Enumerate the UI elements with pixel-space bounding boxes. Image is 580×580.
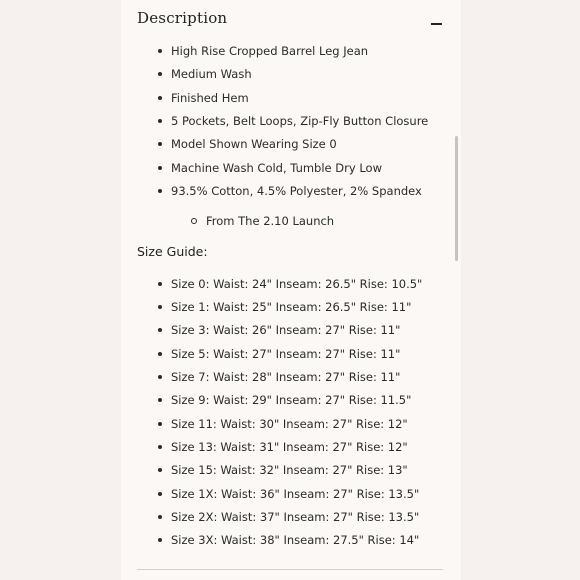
description-subitem: From The 2.10 Launch: [206, 214, 335, 228]
size-guide-item: Size 1: Waist: 25" Inseam: 26.5" Rise: 11": [171, 300, 412, 314]
size-guide-item: Size 0: Waist: 24" Inseam: 26.5" Rise: 10.5": [171, 277, 423, 291]
collapse-description-button[interactable]: [428, 16, 446, 30]
description-title: Description: [137, 9, 228, 27]
section-divider: [137, 569, 443, 570]
size-guide-item: Size 11: Waist: 30" Inseam: 27" Rise: 12": [171, 417, 408, 431]
description-item: Medium Wash: [171, 67, 252, 81]
description-item: 93.5% Cotton, 4.5% Polyester, 2% Spandex: [171, 184, 422, 198]
size-guide-item: Size 1X: Waist: 36" Inseam: 27" Rise: 13.5": [171, 487, 420, 501]
size-guide-item: Size 7: Waist: 28" Inseam: 27" Rise: 11": [171, 370, 401, 384]
size-guide-item: Size 15: Waist: 32" Inseam: 27" Rise: 13": [171, 463, 408, 477]
size-guide-title: Size Guide:: [137, 244, 208, 259]
scrollbar-thumb[interactable]: [455, 136, 458, 261]
description-item: 5 Pockets, Belt Loops, Zip-Fly Button Closure: [171, 114, 429, 128]
description-item: Machine Wash Cold, Tumble Dry Low: [171, 161, 382, 175]
description-item: High Rise Cropped Barrel Leg Jean: [171, 44, 369, 58]
description-item: Model Shown Wearing Size 0: [171, 137, 337, 151]
size-guide-item: Size 3X: Waist: 38" Inseam: 27.5" Rise: 14": [171, 533, 420, 547]
size-guide-item: Size 3: Waist: 26" Inseam: 27" Rise: 11": [171, 323, 401, 337]
size-guide-item: Size 13: Waist: 31" Inseam: 27" Rise: 12": [171, 440, 408, 454]
size-guide-item: Size 9: Waist: 29" Inseam: 27" Rise: 11.5": [171, 393, 412, 407]
size-guide-item: Size 5: Waist: 27" Inseam: 27" Rise: 11": [171, 347, 401, 361]
size-guide-item: Size 2X: Waist: 37" Inseam: 27" Rise: 13.5": [171, 510, 420, 524]
description-item: Finished Hem: [171, 91, 249, 105]
minus-icon: [431, 23, 442, 25]
